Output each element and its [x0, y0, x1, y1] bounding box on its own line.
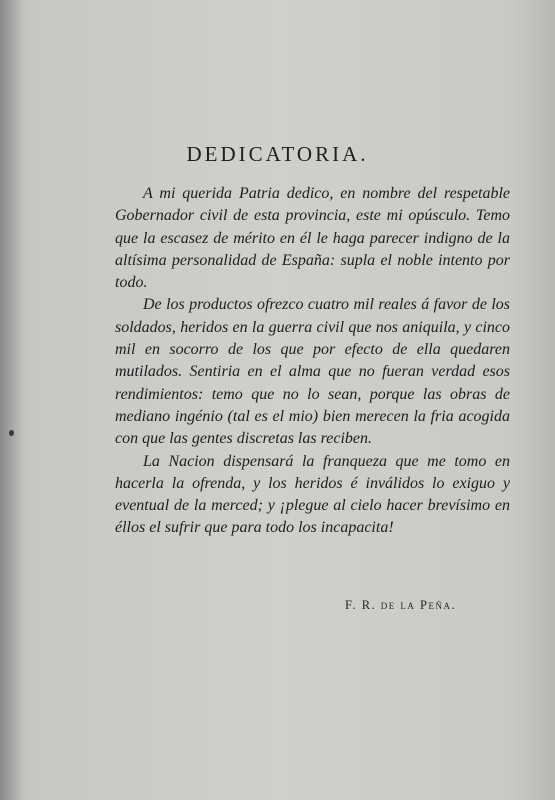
- binding-shadow: [0, 0, 22, 800]
- dedication-body: [115, 183, 510, 540]
- paragraph-3: La Nacion dispensará la franqueza que me tomo en hacerla la ofrenda, y los heridos é inválidos lo exiguo y eventual de la merced; y ¡plegue al cielo hacer brevísimo en éllos el sufrir que para todo los incapacita!: [115, 452, 510, 537]
- paragraph-1: A mi querida Patria dedico, en nombre del respetable Gobernador civil de esta provincia, este mi opúsculo. Temo que la escasez de mérito en él le haga parecer indigno de la altísima personalidad de España: supla el noble intento por todo.: [115, 185, 510, 292]
- ink-speck: [9, 430, 14, 436]
- page-title: DEDICATORIA.: [186, 142, 369, 166]
- paragraph-2: De los productos ofrezco cuatro mil reales á favor de los soldados, heridos en la guerra civil que nos aniquila, y cinco mil en socorro de los que por efecto de ella quedaren mutilados. Sentiria en el alma que no fueran verdad esos rendimientos: temo que no lo sean, porque las obras de mediano ingénio (tal es el mio) bien merecen la fria acogida con que las gentes discretas las reciben.: [115, 296, 510, 448]
- author-signature: F. R. de la Peña.: [345, 598, 457, 612]
